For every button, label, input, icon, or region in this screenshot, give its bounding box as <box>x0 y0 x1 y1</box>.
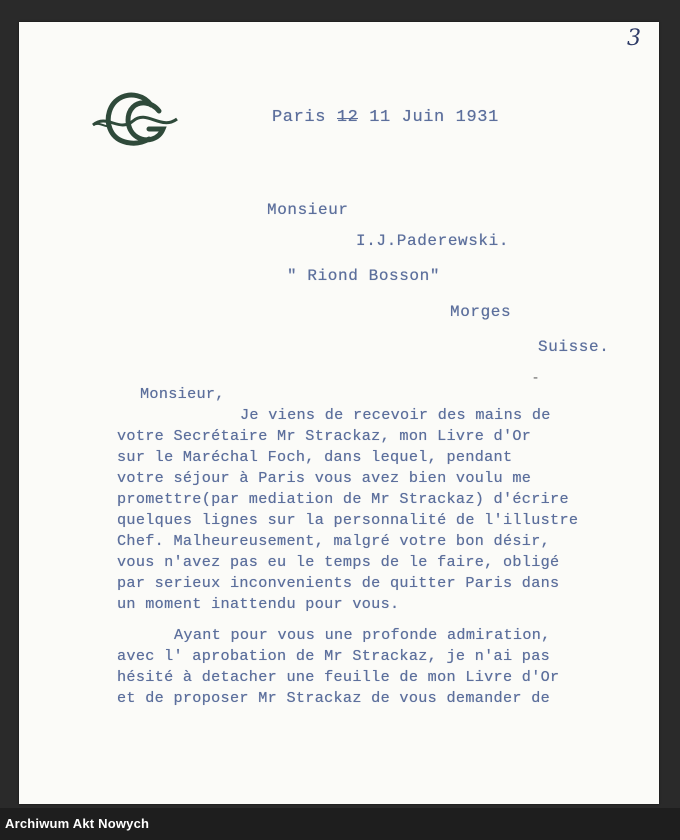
p1-line: Je viens de recevoir des mains de <box>240 406 551 424</box>
p1-line: promettre(par mediation de Mr Strackaz) d'écrire <box>117 490 569 508</box>
address-name: I.J.Paderewski. <box>356 232 510 250</box>
date-day: 11 Juin 1931 <box>369 108 499 127</box>
address-house: " Riond Bosson" <box>287 267 441 285</box>
archive-footer <box>0 808 680 840</box>
monogram-seal-icon <box>89 85 179 157</box>
date-struck-day: 12 <box>336 108 359 127</box>
p1-line: quelques lignes sur la personnalité de l'illustre <box>117 511 579 529</box>
address-country: Suisse. <box>538 338 610 356</box>
p1-line: vous n'avez pas eu le temps de le faire, obligé <box>117 553 560 571</box>
greeting: Monsieur, <box>140 385 225 403</box>
date-city: Paris <box>272 108 327 127</box>
p1-line: votre séjour à Paris vous avez bien voulu me <box>117 469 532 487</box>
p1-line: sur le Maréchal Foch, dans lequel, pendant <box>117 448 513 466</box>
p2-line: hésité à detacher une feuille de mon Livre d'Or <box>117 668 560 686</box>
p2-line: Ayant pour vous une profonde admiration, <box>174 626 551 644</box>
p2-line: et de proposer Mr Strackaz de vous demander de <box>117 689 551 707</box>
letter-date <box>272 108 499 127</box>
pencil-mark: - <box>533 370 539 386</box>
address-town: Morges <box>450 303 512 321</box>
address-monsieur: Monsieur <box>267 201 349 219</box>
page-number: 3 <box>627 26 641 51</box>
p1-line: un moment inattendu pour vous. <box>117 595 400 613</box>
p1-line: par serieux inconvenients de quitter Paris dans <box>117 574 560 592</box>
archive-label: Archiwum Akt Nowych <box>5 816 150 831</box>
letter-page <box>19 22 659 804</box>
p2-line: avec l' aprobation de Mr Strackaz, je n'ai pas <box>117 647 551 665</box>
p1-line: votre Secrétaire Mr Strackaz, mon Livre d'Or <box>117 427 532 445</box>
p1-line: Chef. Malheureusement, malgré votre bon désir, <box>117 532 551 550</box>
